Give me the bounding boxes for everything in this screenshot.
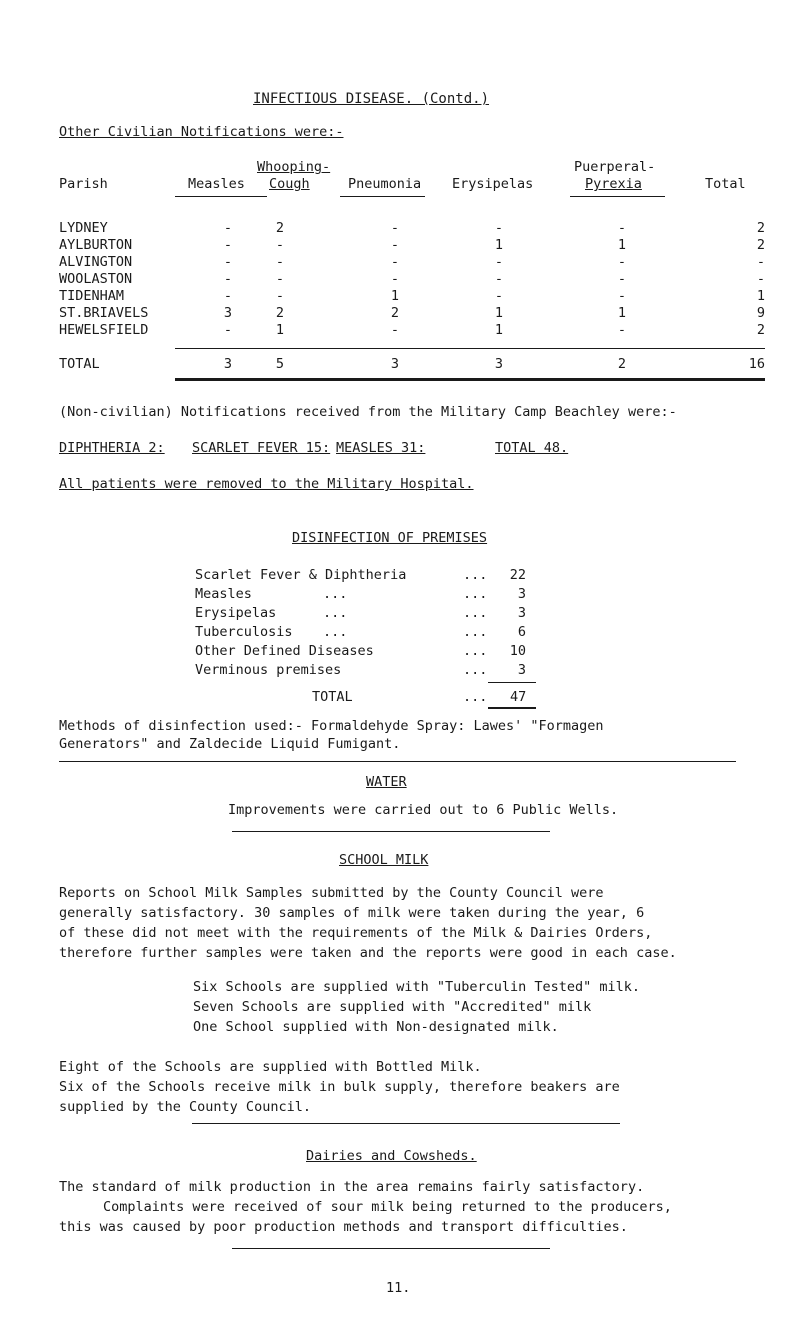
table-cell: -	[223, 322, 233, 338]
parish-name: WOOLASTON	[59, 271, 133, 287]
school-milk-paragraph-1: Reports on School Milk Samples submitted by the County Council were generally satisfactory. 30 samples of milk were taken during the year, 6 of these did not meet with the requirements of the Milk & Dairies Orders, therefore further samples were taken and the reports were good in each case.	[59, 885, 677, 961]
disinfection-total-dots: ...	[463, 689, 488, 705]
table-cell: -	[494, 220, 504, 236]
disinfection-item-value: 22	[509, 567, 526, 583]
disinfection-leader-dots: ...	[463, 605, 488, 621]
table-cell: 2	[390, 305, 400, 321]
dairies-title: Dairies and Cowsheds.	[306, 1148, 477, 1164]
table-cell: -	[275, 254, 285, 270]
table-cell: 2	[275, 220, 285, 236]
disinfection-leader-dots: ...	[463, 624, 488, 640]
disinfection-methods-line1: Methods of disinfection used:- Formaldehyde Spray: Lawes' "Formagen	[59, 718, 604, 734]
header-rule-measles	[175, 196, 267, 197]
disinfection-leader-dots: ...	[463, 586, 488, 602]
disinfection-title: DISINFECTION OF PREMISES	[292, 530, 488, 546]
total-cell: 16	[748, 356, 765, 372]
disinfection-item-dots: ...	[323, 586, 348, 602]
page-heading: INFECTIOUS DISEASE. (Contd.)	[253, 91, 490, 107]
non-civilian-total: TOTAL 48.	[495, 440, 569, 456]
disinfection-leader-dots: ...	[463, 662, 488, 678]
table-cell: 1	[617, 305, 627, 321]
col-header-pyrexia: Pyrexia	[585, 176, 642, 192]
table-cell: 1	[390, 288, 400, 304]
water-text: Improvements were carried out to 6 Public Wells.	[228, 802, 619, 818]
dairies-line-1: The standard of milk production in the area remains fairly satisfactory.	[59, 1179, 645, 1195]
table-cell: 2	[756, 237, 765, 253]
disinfection-item-dots: ...	[323, 624, 348, 640]
table-cell: 2	[275, 305, 285, 321]
disinfection-item-value: 10	[509, 643, 526, 659]
table-cell: -	[223, 254, 233, 270]
scarlet-fever-count: SCARLET FEVER 15:	[192, 440, 331, 456]
table-cell: -	[390, 271, 400, 287]
section-divider-4	[232, 1248, 550, 1249]
header-rule-pyrexia	[570, 196, 665, 197]
table-cell: 2	[756, 322, 765, 338]
disinfection-total-double-rule	[488, 707, 536, 709]
table-cell: 2	[756, 220, 765, 236]
disinfection-item-value: 3	[517, 605, 526, 621]
table-cell: 1	[494, 305, 504, 321]
table-cell: -	[223, 237, 233, 253]
table-cell: 1	[494, 237, 504, 253]
parish-name: ST.BRIAVELS	[59, 305, 149, 321]
table-cell: -	[617, 271, 627, 287]
total-cell: 3	[390, 356, 400, 372]
disinfection-item-label: Measles	[195, 586, 252, 602]
parish-name: AYLBURTON	[59, 237, 133, 253]
school-milk-paragraph-3: Eight of the Schools are supplied with Bottled Milk. Six of the Schools receive milk in bulk supply, therefore beakers are supplied by the County Council.	[59, 1059, 620, 1115]
disinfection-item-label: Tuberculosis	[195, 624, 293, 640]
col-header-puerperal: Puerperal-	[574, 159, 656, 175]
parish-name: LYDNEY	[59, 220, 108, 236]
total-cell: 3	[494, 356, 504, 372]
col-header-parish: Parish	[59, 176, 108, 192]
table-cell: 1	[494, 322, 504, 338]
table-cell: -	[494, 288, 504, 304]
disinfection-total-label: TOTAL	[312, 689, 353, 705]
table-cell: -	[617, 254, 627, 270]
civilian-notifications-subheading: Other Civilian Notifications were:-	[59, 124, 344, 140]
disinfection-total-value: 47	[510, 689, 527, 705]
col-header-pneumonia: Pneumonia	[348, 176, 422, 192]
water-title: WATER	[366, 774, 407, 790]
dairies-line-3: this was caused by poor production methods and transport difficulties.	[59, 1219, 628, 1235]
col-header-whooping: Whooping-	[257, 159, 331, 175]
col-header-measles: Measles	[188, 176, 245, 192]
col-header-cough: Cough	[269, 176, 310, 192]
disinfection-item-label: Scarlet Fever & Diphtheria	[195, 567, 407, 583]
table-cell: -	[756, 271, 765, 287]
table-cell: -	[390, 254, 400, 270]
header-rule-pneumonia	[340, 196, 425, 197]
parish-name: ALVINGTON	[59, 254, 133, 270]
disinfection-item-value: 6	[517, 624, 526, 640]
table-cell: -	[756, 254, 765, 270]
table-cell: 9	[756, 305, 765, 321]
disinfection-item-dots: ...	[323, 605, 348, 621]
total-cell: 2	[617, 356, 627, 372]
patients-removed-note: All patients were removed to the Military Hospital.	[59, 476, 474, 492]
diphtheria-count: DIPHTHERIA 2:	[59, 440, 165, 456]
section-divider-2	[232, 831, 550, 832]
disinfection-item-label: Other Defined Diseases	[195, 643, 374, 659]
table-cell: 3	[223, 305, 233, 321]
table-cell: -	[617, 322, 627, 338]
table-cell: -	[390, 220, 400, 236]
school-milk-title: SCHOOL MILK	[339, 852, 429, 868]
school-milk-paragraph-2: Six Schools are supplied with "Tuberculin Tested" milk. Seven Schools are supplied with "Accredited" milk One School supplied with Non-designated milk.	[193, 979, 641, 1035]
table-cell: -	[617, 288, 627, 304]
non-civilian-line: (Non-civilian) Notifications received from the Military Camp Beachley were:-	[59, 404, 677, 420]
section-divider-3	[192, 1123, 620, 1124]
disinfection-leader-dots: ...	[463, 643, 488, 659]
col-header-erysipelas: Erysipelas	[452, 176, 534, 192]
table-cell: -	[275, 271, 285, 287]
measles-count: MEASLES 31:	[336, 440, 426, 456]
disinfection-item-value: 3	[517, 586, 526, 602]
col-header-total: Total	[705, 176, 746, 192]
disinfection-item-label: Erysipelas	[195, 605, 277, 621]
table-cell: -	[223, 220, 233, 236]
total-row-label: TOTAL	[59, 356, 100, 372]
table-cell: -	[223, 271, 233, 287]
disinfection-leader-dots: ...	[463, 567, 488, 583]
table-cell: -	[494, 271, 504, 287]
parish-name: TIDENHAM	[59, 288, 125, 304]
parish-name: HEWELSFIELD	[59, 322, 149, 338]
table-cell: -	[390, 237, 400, 253]
table-cell: 1	[275, 322, 285, 338]
total-bottom-rule	[175, 378, 765, 381]
table-cell: -	[223, 288, 233, 304]
disinfection-item-label: Verminous premises	[195, 662, 342, 678]
table-cell: 1	[756, 288, 765, 304]
total-cell: 5	[275, 356, 285, 372]
total-top-rule	[175, 348, 765, 349]
table-cell: -	[390, 322, 400, 338]
table-cell: -	[275, 288, 285, 304]
table-cell: 1	[617, 237, 627, 253]
section-divider-1	[59, 761, 736, 762]
disinfection-methods-line2: Generators" and Zaldecide Liquid Fumigant.	[59, 736, 401, 752]
table-cell: -	[494, 254, 504, 270]
table-cell: -	[275, 237, 285, 253]
total-cell: 3	[223, 356, 233, 372]
page-number: 11.	[386, 1280, 411, 1296]
table-cell: -	[617, 220, 627, 236]
dairies-line-2: Complaints were received of sour milk being returned to the producers,	[103, 1199, 672, 1215]
disinfection-item-value: 3	[517, 662, 526, 678]
disinfection-total-rule	[488, 682, 536, 683]
